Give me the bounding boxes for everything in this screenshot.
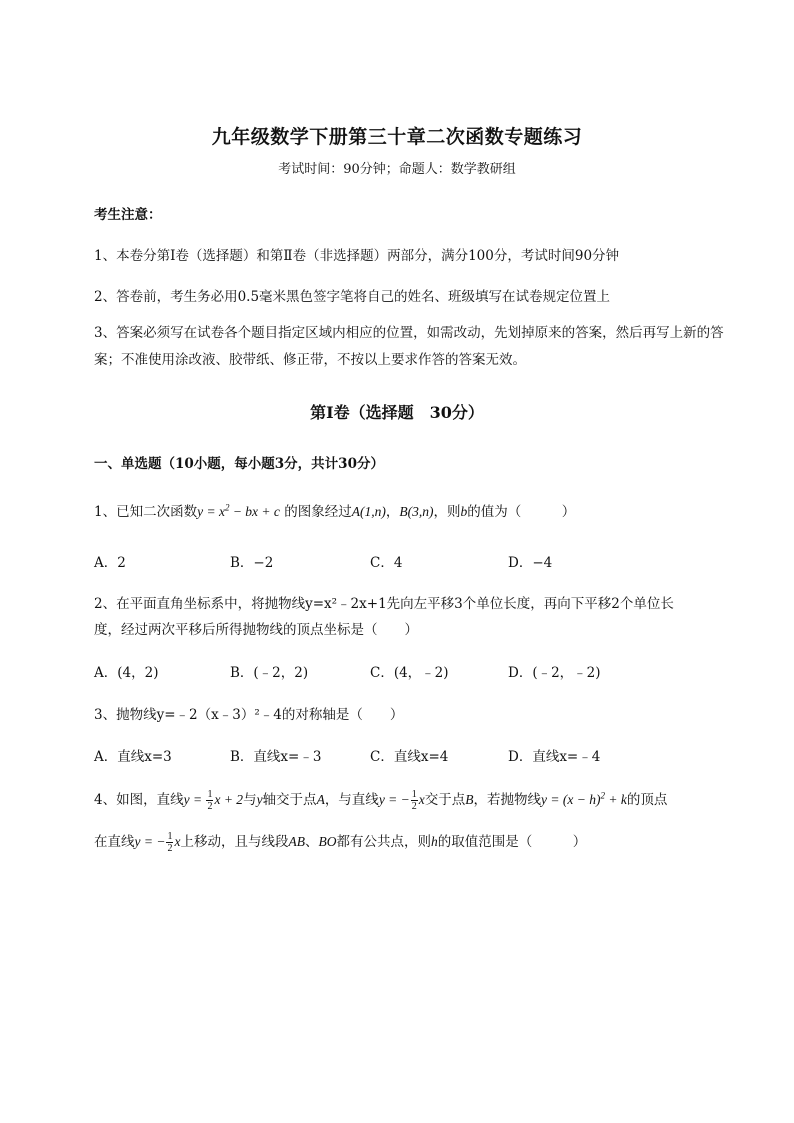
- q3-option-a[interactable]: A．直线x=3: [94, 749, 172, 765]
- q4-frac1-den: 2: [207, 801, 213, 813]
- q2-option-b[interactable]: B．(﹣2，2): [230, 665, 309, 681]
- q4-para-base: y = (x − h): [541, 792, 601, 807]
- q1-var: b: [460, 504, 468, 519]
- q1-point-a: A(1,n): [351, 504, 386, 519]
- q1-mid: 的图象经过: [284, 504, 352, 520]
- q4-point-a: A: [316, 792, 325, 807]
- q4-d: ，与直线: [324, 792, 379, 808]
- q4-fraction-1: [206, 789, 213, 812]
- q1-option-a[interactable]: A．2: [94, 555, 126, 571]
- q4-h: 在直线: [94, 834, 135, 850]
- q1-func-base: y = x: [197, 504, 225, 519]
- q4-i: 上移动，且与线段: [180, 834, 289, 850]
- q1-func-rest: − bx + c: [229, 504, 280, 519]
- question-2-line-2: 度，经过两次平移后所得抛物线的顶点坐标是（ ）: [94, 622, 418, 638]
- q1-option-b[interactable]: B．−2: [230, 555, 274, 571]
- question-1: [94, 500, 575, 520]
- q4-line2-rest: x: [418, 792, 425, 807]
- q4-point-b: B: [465, 792, 474, 807]
- q4-f: ，若抛物线: [473, 792, 542, 808]
- q1-option-d[interactable]: D．−4: [508, 555, 553, 571]
- exam-info: 考试时间：90分钟；命题人：数学教研组: [278, 162, 516, 177]
- q4-line3-lhs: y = −: [134, 834, 166, 849]
- q4-frac2-den: 2: [411, 801, 417, 813]
- q4-line2: [378, 789, 425, 813]
- q1-prefix: 1、已知二次函数: [94, 504, 198, 520]
- question-4-line-2: [94, 830, 586, 854]
- q1-sep: ，: [385, 504, 400, 520]
- q4-frac3-num: 1: [167, 831, 173, 843]
- q4-line1-rest: x + 2: [214, 792, 244, 807]
- q4-l: 的取值范围是（ ）: [437, 834, 587, 850]
- q4-var: h: [430, 834, 438, 849]
- q4-line3-rest: x: [174, 834, 181, 849]
- q4-k: 都有公共点，则: [336, 834, 431, 850]
- q1-option-c[interactable]: C．4: [370, 555, 403, 571]
- part-title: 一、单选题（10小题，每小题3分，共计30分）: [94, 456, 384, 472]
- q1-end: 的值为（ ）: [467, 504, 576, 520]
- page-title: 九年级数学下册第三十章二次函数专题练习: [211, 126, 583, 148]
- question-3: 3、抛物线y=﹣2（x﹣3）²﹣4的对称轴是（ ）: [94, 707, 404, 723]
- question-2-line-1: 2、在平面直角坐标系中，将抛物线y=x²﹣2x+1先向左平移3个单位长度，再向下平移2个单位长: [94, 596, 674, 612]
- q2-option-d[interactable]: D．(﹣2，﹣2): [508, 665, 601, 681]
- q4-g: 的顶点: [626, 792, 668, 808]
- notice-item-2: 2、答卷前，考生务必用0.5毫米黑色签字笔将自己的姓名、班级填写在试卷规定位置上: [94, 289, 611, 305]
- q4-fraction-2: [411, 789, 418, 812]
- q4-frac3-den: 2: [167, 843, 173, 855]
- q4-segment-bo: BO: [318, 834, 337, 849]
- q4-fraction-3: [166, 831, 173, 854]
- q4-line1: [183, 789, 244, 813]
- q1-mid2: ，则: [433, 504, 461, 520]
- q4-line3: [134, 831, 181, 855]
- q4-line2-lhs: y = −: [378, 792, 410, 807]
- question-4-line-1: [94, 788, 667, 812]
- q4-c: 轴交于点: [262, 792, 317, 808]
- q4-e: 交于点: [424, 792, 466, 808]
- q4-yaxis: y: [256, 792, 263, 807]
- q4-line1-lhs: y =: [183, 792, 206, 807]
- notice-item-1: 1、本卷分第Ⅰ卷（选择题）和第Ⅱ卷（非选择题）两部分，满分100分，考试时间90分钟: [94, 248, 620, 264]
- q4-frac1-num: 1: [207, 789, 213, 801]
- q4-para-rest: + k: [604, 792, 627, 807]
- q2-option-a[interactable]: A．(4，2): [94, 665, 159, 681]
- section-title: 第Ⅰ卷（选择题 30分）: [310, 403, 484, 422]
- q3-option-b[interactable]: B．直线x=﹣3: [230, 749, 322, 765]
- q3-option-c[interactable]: C．直线x=4: [370, 749, 449, 765]
- notice-item-3: 3、答案必须写在试卷各个题目指定区域内相应的位置，如需改动，先划掉原来的答案，然后再写上新的答案；不准使用涂改液、胶带纸、修正带，不按以上要求作答的答案无效。: [94, 325, 724, 368]
- q1-point-b: B(3,n): [399, 504, 434, 519]
- q4-a: 4、如图，直线: [94, 792, 184, 808]
- q1-func-exp: 2: [224, 502, 230, 513]
- q2-option-c[interactable]: C．(4，﹣2): [370, 665, 449, 681]
- q4-para-exp: 2: [600, 790, 605, 801]
- notice-heading: 考生注意：: [94, 207, 162, 223]
- q4-segment-ab: AB: [288, 834, 305, 849]
- q4-j: 、: [304, 834, 319, 850]
- q4-b: 与: [243, 792, 257, 808]
- q1-function: [197, 504, 280, 519]
- q4-frac2-num: 1: [411, 789, 417, 801]
- q3-option-d[interactable]: D．直线x=﹣4: [508, 749, 601, 765]
- q4-parabola: [541, 792, 627, 807]
